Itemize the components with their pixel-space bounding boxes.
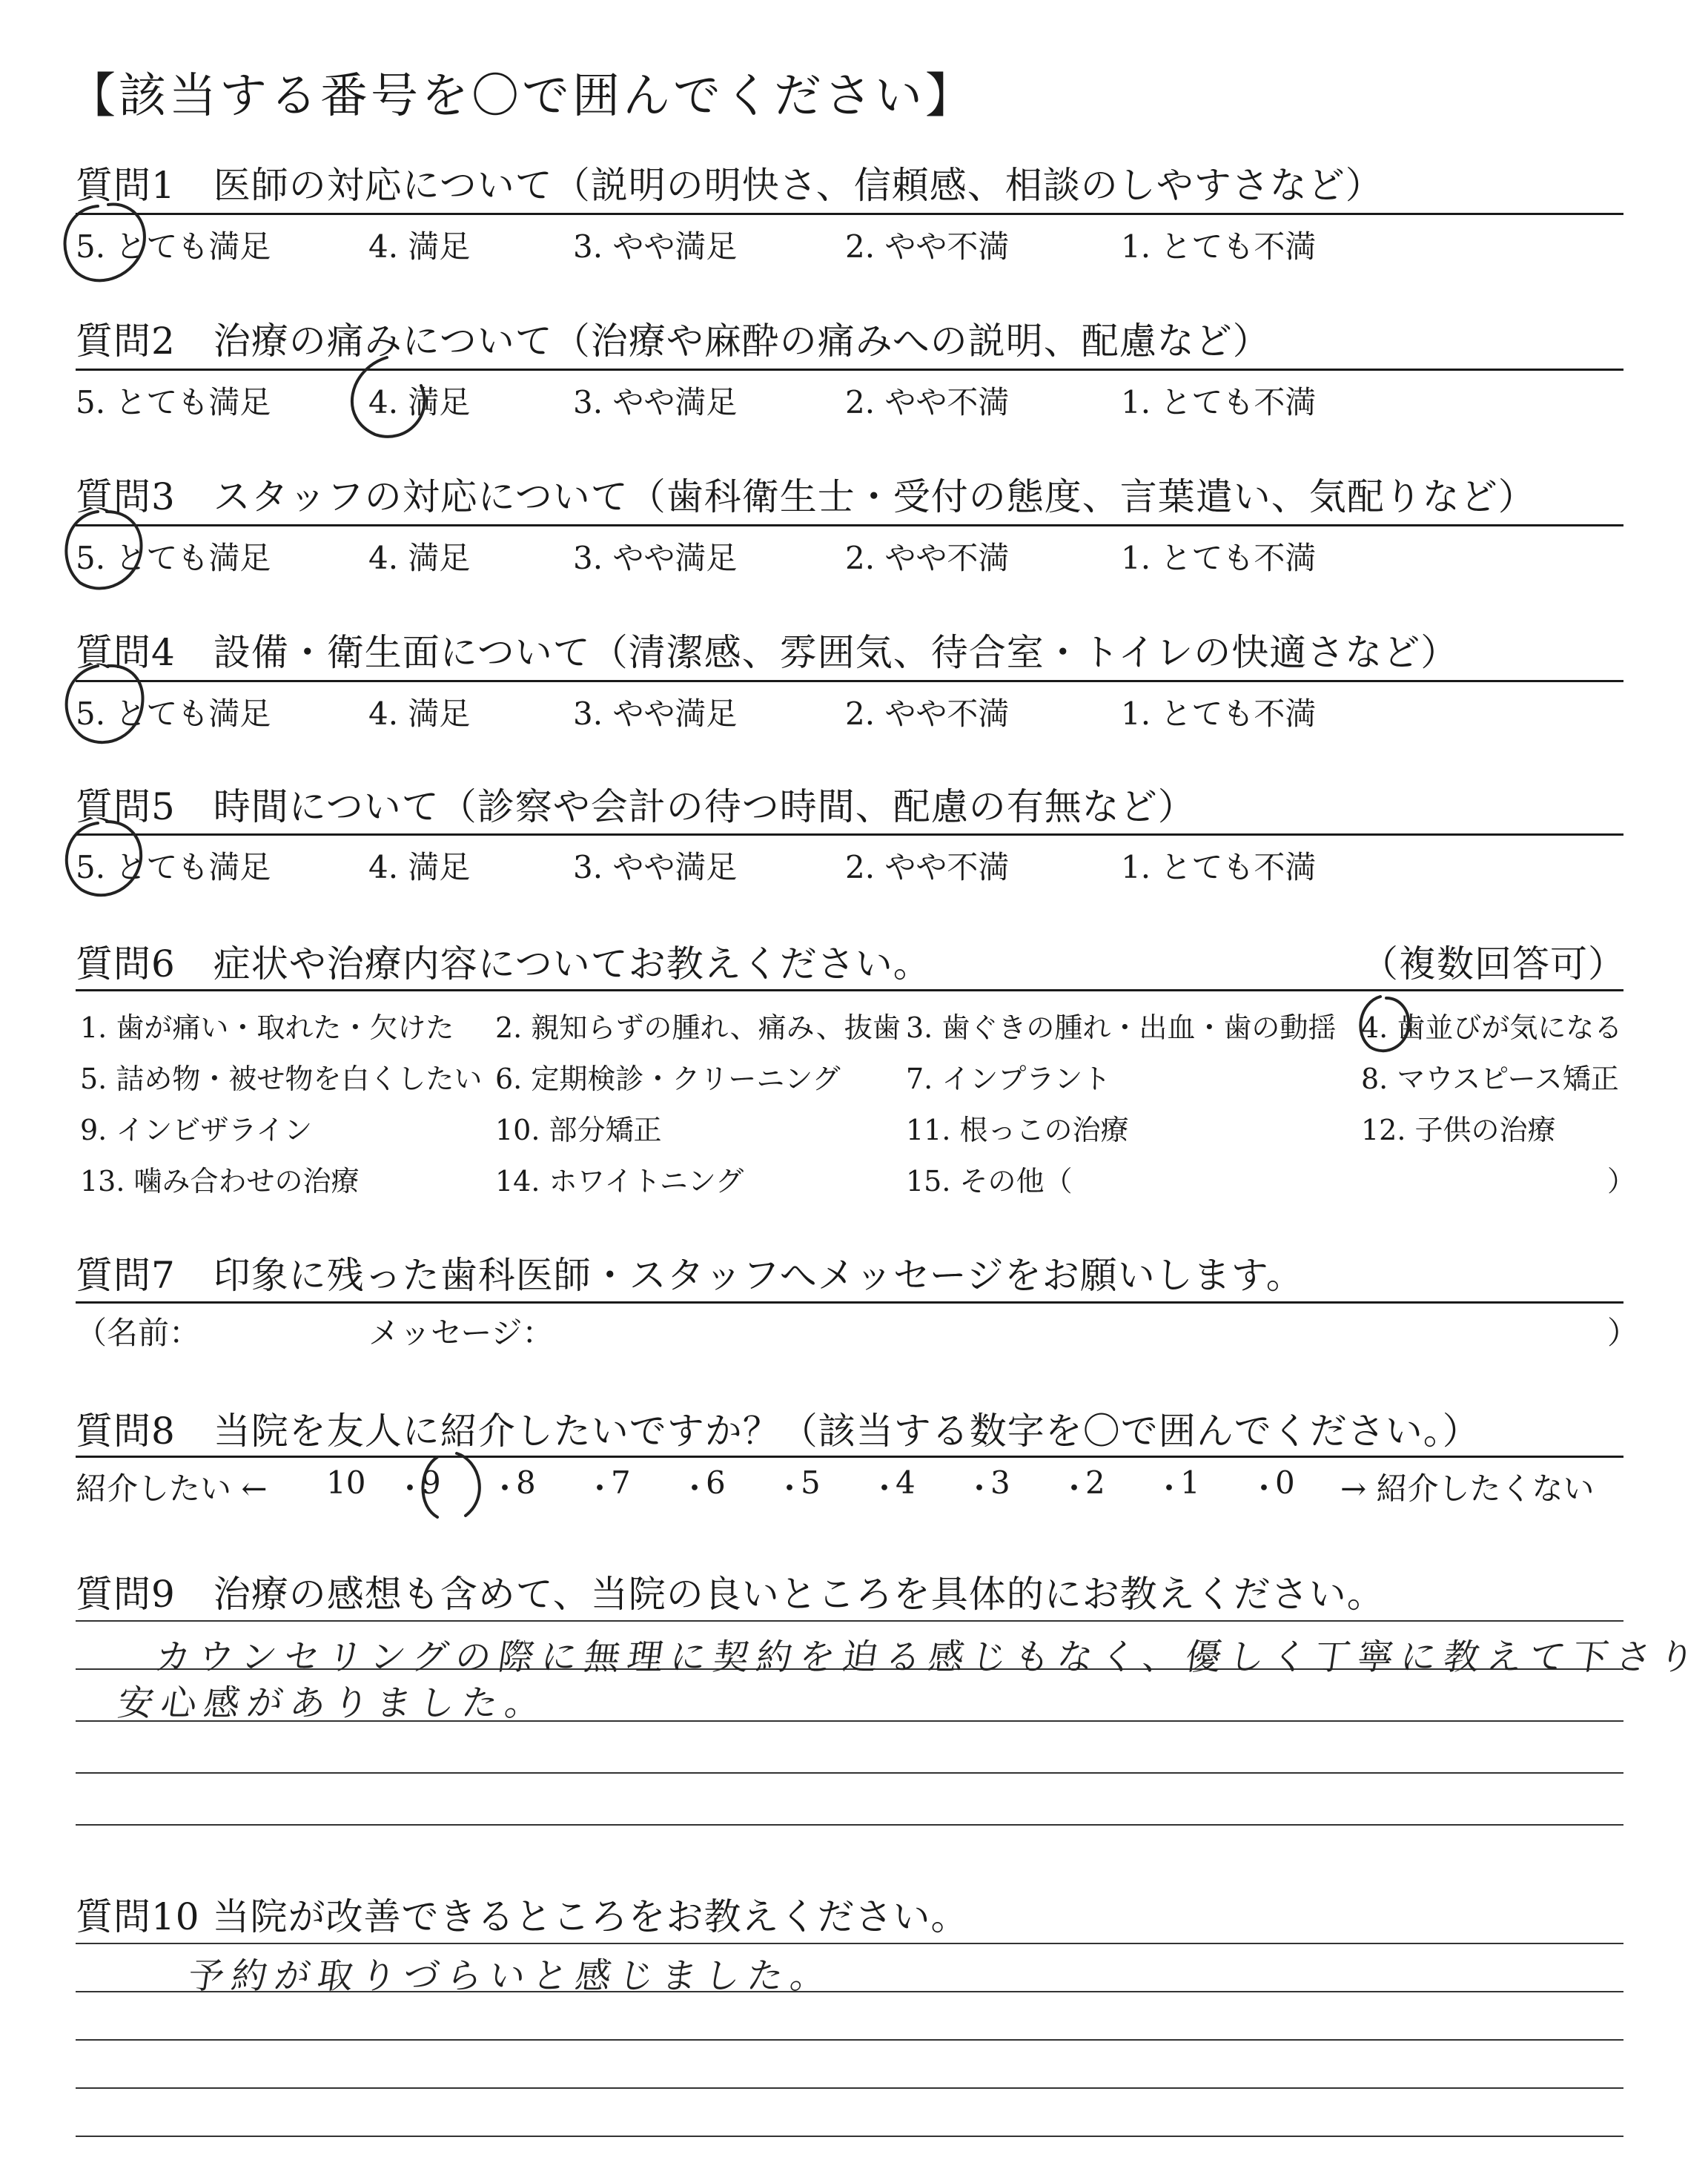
divider [76, 833, 1623, 836]
question-title: 質問1 医師の対応について（説明の明快さ、信頼感、相談のしやすさなど） [76, 164, 1383, 207]
answer-line [76, 2087, 1623, 2089]
answer-line [76, 1620, 1623, 1622]
scale-value-2[interactable]: 2 [1085, 1464, 1105, 1501]
option-1[interactable]: 1. とても不満 [1121, 228, 1317, 265]
option-2[interactable]: 2. やや不満 [845, 384, 1010, 420]
scale-separator: ・ [774, 1470, 806, 1507]
symptom-option[interactable]: 11. 根っこの治療 [906, 1114, 1129, 1146]
scale-separator: ・ [1153, 1470, 1185, 1507]
option-5[interactable]: 5. とても満足 [76, 540, 271, 576]
symptom-option[interactable]: 8. マウスピース矯正 [1361, 1063, 1619, 1095]
symptom-option[interactable]: 9. インビザライン [80, 1114, 313, 1146]
scale-value-10[interactable]: 10 [326, 1464, 366, 1501]
option-4[interactable]: 4. 満足 [368, 228, 471, 265]
handwritten-answer: カウンセリングの際に無理に契約を迫る感じもなく、優しく丁寧に教えて下さり [152, 1636, 1705, 1678]
scale-value-5[interactable]: 5 [801, 1464, 821, 1501]
scale-separator: ・ [1059, 1470, 1090, 1507]
recommend-right-label: → 紹介したくない [1340, 1470, 1595, 1507]
option-5[interactable]: 5. とても満足 [76, 849, 271, 885]
option-3[interactable]: 3. やや満足 [573, 228, 738, 265]
question-title: 質問3 スタッフの対応について（歯科衛生士・受付の態度、言葉遣い、気配りなど） [76, 475, 1536, 518]
handwritten-answer: 安心感がありました。 [115, 1682, 552, 1724]
question-title: 質問5 時間について（診察や会計の待つ時間、配慮の有無など） [76, 785, 1196, 828]
scale-separator: ・ [679, 1470, 711, 1507]
message-label: メッセージ： [368, 1315, 554, 1351]
symptom-option[interactable]: 2. 親知らずの腫れ、痛み、抜歯 [495, 1011, 901, 1044]
option-1[interactable]: 1. とても不満 [1121, 540, 1317, 576]
option-1[interactable]: 1. とても不満 [1121, 696, 1317, 732]
recommend-left-label: 紹介したい ← [76, 1470, 268, 1507]
option-1[interactable]: 1. とても不満 [1121, 384, 1317, 420]
divider [76, 1301, 1623, 1304]
scale-separator: ・ [869, 1470, 901, 1507]
symptom-option[interactable]: 4. 歯並びが気になる [1361, 1011, 1623, 1044]
option-4[interactable]: 4. 満足 [368, 849, 471, 885]
symptom-option[interactable]: 7. インプラント [906, 1063, 1111, 1095]
name-label: （名前： [76, 1315, 201, 1351]
divider [76, 680, 1623, 682]
symptom-option[interactable]: 1. 歯が痛い・取れた・欠けた [80, 1011, 454, 1044]
scale-value-3[interactable]: 3 [990, 1464, 1010, 1501]
scale-value-6[interactable]: 6 [706, 1464, 726, 1501]
option-4[interactable]: 4. 満足 [368, 384, 471, 420]
scale-separator: ・ [964, 1470, 996, 1507]
handwritten-answer: 予約が取りづらいと感じました。 [185, 1955, 837, 1997]
option-3[interactable]: 3. やや満足 [573, 849, 738, 885]
divider [76, 213, 1623, 215]
option-4[interactable]: 4. 満足 [368, 540, 471, 576]
close-paren: ） [1607, 1315, 1639, 1351]
option-4[interactable]: 4. 満足 [368, 696, 471, 732]
symptom-option[interactable]: 10. 部分矯正 [495, 1114, 662, 1146]
page-title: 【該当する番号を〇で囲んでください】 [68, 69, 976, 124]
scale-value-7[interactable]: 7 [611, 1464, 631, 1501]
close-paren: ） [1607, 1165, 1636, 1198]
option-2[interactable]: 2. やや不満 [845, 228, 1010, 265]
option-3[interactable]: 3. やや満足 [573, 540, 738, 576]
symptom-option[interactable]: 14. ホワイトニング [495, 1165, 744, 1198]
answer-line [76, 1943, 1623, 1944]
question-title: 質問7 印象に残った歯科医師・スタッフへメッセージをお願いします。 [76, 1254, 1304, 1297]
answer-line [76, 1772, 1623, 1774]
option-2[interactable]: 2. やや不満 [845, 540, 1010, 576]
option-1[interactable]: 1. とても不満 [1121, 849, 1317, 885]
question-title: 質問6 症状や治療内容についてお教えください。 [76, 942, 931, 985]
answer-line [76, 1824, 1623, 1826]
option-2[interactable]: 2. やや不満 [845, 696, 1010, 732]
divider [76, 524, 1623, 526]
selection-circle [457, 1453, 480, 1516]
question-title: 質問10 当院が改善できるところをお教えください。 [76, 1895, 969, 1938]
scale-value-0[interactable]: 0 [1275, 1464, 1295, 1501]
scale-separator: ・ [584, 1470, 616, 1507]
divider [76, 989, 1623, 991]
scale-value-8[interactable]: 8 [516, 1464, 536, 1501]
symptom-option[interactable]: 5. 詰め物・被せ物を白くしたい [80, 1063, 483, 1095]
divider [76, 369, 1623, 371]
symptom-option[interactable]: 3. 歯ぐきの腫れ・出血・歯の動揺 [906, 1011, 1337, 1044]
question-title: 質問8 当院を友人に紹介したいですか？（該当する数字を〇で囲んでください。） [76, 1410, 1480, 1453]
symptom-option[interactable]: 12. 子供の治療 [1361, 1114, 1556, 1146]
scale-separator: ・ [394, 1470, 426, 1507]
symptom-option[interactable]: 15. その他（ [906, 1165, 1073, 1198]
scale-value-9[interactable]: 9 [421, 1464, 441, 1501]
question-title: 質問2 治療の痛みについて（治療や麻酔の痛みへの説明、配慮など） [76, 320, 1271, 363]
scale-separator: ・ [1248, 1470, 1280, 1507]
option-2[interactable]: 2. やや不満 [845, 849, 1010, 885]
symptom-option[interactable]: 13. 噛み合わせの治療 [80, 1165, 360, 1198]
option-5[interactable]: 5. とても満足 [76, 228, 271, 265]
question-title: 質問4 設備・衛生面について（清潔感、雰囲気、待合室・トイレの快適さなど） [76, 631, 1459, 674]
question-title: 質問9 治療の感想も含めて、当院の良いところを具体的にお教えください。 [76, 1573, 1385, 1616]
answer-line [76, 2039, 1623, 2041]
option-5[interactable]: 5. とても満足 [76, 696, 271, 732]
answer-line [76, 2136, 1623, 2137]
symptom-option[interactable]: 6. 定期検診・クリーニング [495, 1063, 841, 1095]
scale-separator: ・ [489, 1470, 521, 1507]
option-3[interactable]: 3. やや満足 [573, 384, 738, 420]
divider [76, 1456, 1623, 1458]
option-3[interactable]: 3. やや満足 [573, 696, 738, 732]
scale-value-4[interactable]: 4 [896, 1464, 916, 1501]
option-5[interactable]: 5. とても満足 [76, 384, 271, 420]
scale-value-1[interactable]: 1 [1180, 1464, 1200, 1501]
multiple-answer-note: （複数回答可） [1361, 942, 1626, 985]
